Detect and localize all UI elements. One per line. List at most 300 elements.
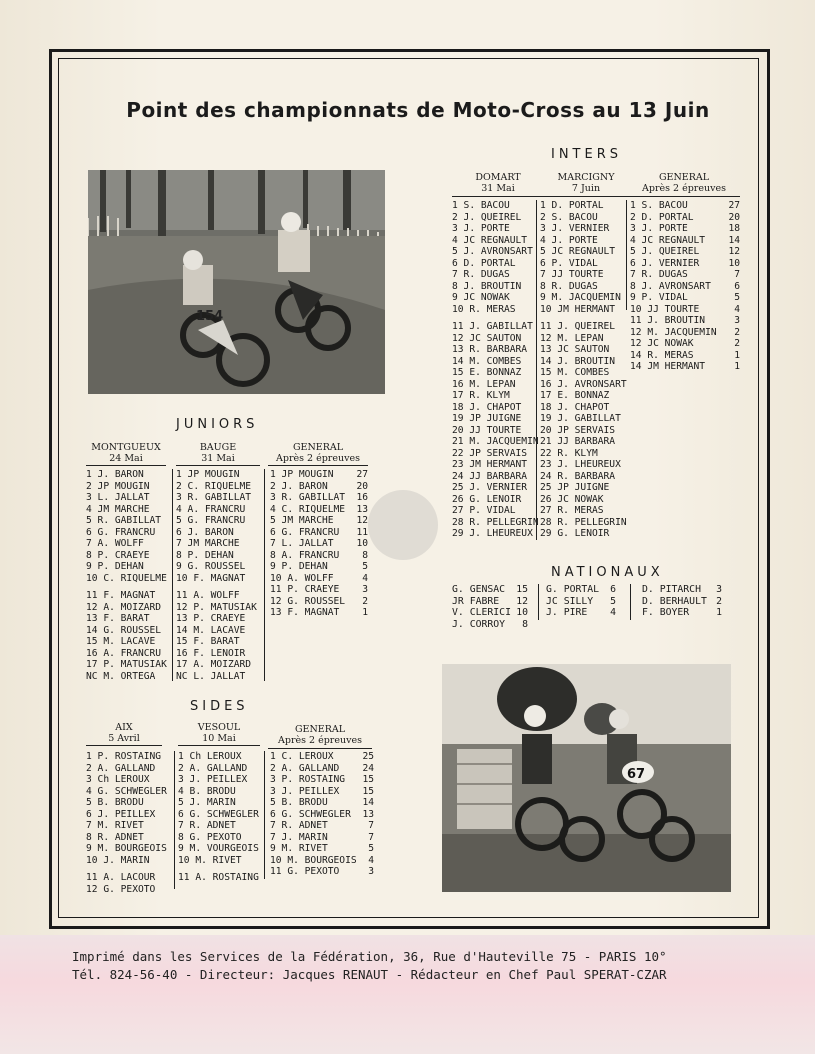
points: 27 (356, 469, 368, 480)
ranking-row: 11 F. MAGNAT (86, 590, 156, 601)
points: 1 (716, 607, 722, 618)
ranking-row (642, 596, 722, 608)
rider-name: 5 B. BRODU (270, 797, 328, 808)
nationaux-column-2 (546, 584, 616, 619)
rider-name: J. PIRE (546, 607, 588, 618)
points: 3 (368, 866, 374, 877)
ranking-row (630, 304, 740, 316)
ranking-row: 12 G. PEXOTO (86, 883, 156, 895)
points: 14 (728, 234, 740, 246)
ranking-row: 9 M. JACQUEMIN (540, 292, 621, 303)
ranking-row: 3 L. JALLAT (86, 492, 150, 503)
inters-general-list (630, 200, 740, 373)
points: 16 (356, 492, 368, 503)
column-divider (626, 200, 627, 310)
column-divider (630, 584, 631, 620)
ranking-row: 5 J. MARIN (178, 797, 236, 808)
ranking-row (630, 361, 740, 373)
ranking-row: 10 J. MARIN (86, 854, 150, 866)
event-name: VESOUL (197, 722, 241, 733)
ranking-row: NC L. JALLAT (176, 670, 246, 682)
ranking-row: 8 P. DEHAN (176, 549, 234, 561)
event-name: MONTGUEUX (91, 442, 161, 453)
ranking-row: 18 J. CHAPOT (540, 401, 610, 413)
points: 1 (734, 361, 740, 372)
event-name: GENERAL (292, 442, 344, 453)
ranking-row (270, 550, 368, 562)
points: 2 (362, 595, 368, 607)
ranking-row (270, 843, 374, 855)
points: 25 (362, 751, 374, 762)
ranking-row: 7 R. DUGAS (452, 269, 510, 280)
ranking-row: 11 A. WOLFF (176, 590, 240, 601)
points: 2 (734, 338, 740, 349)
ranking-row: 19 J. GABILLAT (540, 413, 621, 424)
points: 10 (516, 607, 528, 618)
points: 12 (728, 246, 740, 257)
column-divider (172, 469, 173, 681)
ranking-row: 28 R. PELLEGRIN (540, 516, 627, 528)
ranking-row: 9 G. ROUSSEL (176, 561, 246, 572)
ranking-row: 8 R. DUGAS (540, 280, 598, 292)
event-name: DOMART (475, 172, 521, 183)
ranking-row: 12 JC SAUTON (452, 332, 522, 344)
ranking-row: 1 JP MOUGIN (176, 469, 240, 480)
points: 5 (610, 595, 616, 607)
rider-name: 6 G. SCHWEGLER (270, 808, 351, 820)
ranking-row (270, 832, 374, 844)
motocross-photo-top (88, 170, 385, 394)
ranking-row: 28 R. PELLEGRIN (452, 516, 539, 528)
rider-name: JR FABRE (452, 595, 500, 607)
rider-name: 11 G. PEXOTO (270, 866, 340, 877)
ranking-row (642, 584, 722, 596)
ranking-row (270, 809, 374, 821)
rider-name: 7 L. JALLAT (270, 538, 334, 549)
points: 2 (734, 326, 740, 338)
inters-general-header (628, 172, 740, 194)
rider-name: G. GENSAC (452, 584, 506, 595)
points: 8 (362, 549, 368, 561)
inters-domart-list (452, 200, 539, 540)
ranking-row: 4 B. BRODU (178, 785, 236, 797)
rider-name: 1 S. BACOU (630, 200, 688, 211)
ranking-row: 6 G. FRANCRU (86, 526, 156, 538)
rider-name: D. BERHAULT (642, 595, 707, 607)
rider-name: 11 J. BROUTIN (630, 315, 706, 326)
ranking-row: 7 M. RIVET (86, 820, 144, 831)
rider-name: 7 R. ADNET (270, 820, 328, 831)
juniors-bauge-list (176, 469, 257, 682)
ranking-row: 10 M. RIVET (178, 854, 242, 866)
rider-name: 10 JJ TOURTE (630, 303, 700, 315)
ranking-row (630, 281, 740, 293)
points: 27 (728, 200, 740, 211)
rider-name: 3 P. ROSTAING (270, 774, 346, 785)
ranking-row (270, 573, 368, 585)
rider-name: 3 J. PEILLEX (270, 785, 340, 797)
ranking-row (270, 469, 368, 481)
points: 15 (516, 584, 528, 595)
event-date: 31 Mai (201, 453, 235, 464)
ranking-row: 11 A. LACOUR (86, 872, 156, 883)
ranking-row (630, 235, 740, 247)
ranking-row: 14 G. ROUSSEL (86, 624, 162, 636)
rider-name: 13 F. MAGNAT (270, 607, 340, 618)
ranking-row (270, 504, 368, 516)
ranking-row: 15 M. COMBES (540, 367, 610, 378)
ranking-row: 2 J. QUEIREL (452, 211, 522, 223)
ranking-row: 12 M. LEPAN (540, 332, 604, 344)
points: 4 (734, 303, 740, 315)
ranking-row: 6 G. SCHWEGLER (178, 808, 259, 820)
ranking-row (270, 481, 368, 493)
ranking-row (270, 774, 374, 786)
event-name: GENERAL (294, 724, 346, 735)
photo-bottom-illustration (442, 664, 731, 892)
ranking-row (270, 561, 368, 573)
rider-name: G. PORTAL (546, 584, 600, 595)
ranking-row: 15 F. BARAT (176, 636, 240, 647)
section-inters: INTERS (551, 147, 622, 162)
ranking-row: 8 R. ADNET (86, 831, 144, 843)
points: 3 (716, 584, 722, 595)
points: 24 (362, 762, 374, 774)
sides-vesoul-list (178, 751, 259, 884)
section-juniors: JUNIORS (176, 417, 259, 432)
event-name: BAUGE (199, 442, 237, 453)
ranking-row: 3 J. PORTE (452, 223, 510, 234)
ranking-row (630, 338, 740, 350)
motocross-photo-bottom (442, 664, 731, 892)
ranking-row (270, 763, 374, 775)
rider-name: 9 P. DEHAN (270, 561, 328, 572)
ranking-row: 25 J. VERNIER (452, 482, 528, 493)
nationaux-column-1 (452, 584, 528, 630)
ranking-row: 1 J. BARON (86, 469, 144, 480)
ranking-row (270, 751, 374, 763)
ranking-row (630, 292, 740, 304)
points: 13 (356, 503, 368, 515)
ranking-row (452, 596, 528, 608)
event-date: 10 Mai (202, 733, 236, 744)
watermark-stamp (368, 490, 438, 560)
points: 20 (356, 480, 368, 492)
ranking-row: 29 J. LHEUREUX (452, 528, 533, 539)
ranking-row: 3 R. GABILLAT (176, 492, 252, 503)
ranking-row: 24 JJ BARBARA (452, 470, 528, 482)
points: 4 (610, 607, 616, 618)
ranking-row: 16 F. LENOIR (176, 647, 246, 659)
ranking-row: 9 M. BOURGEOIS (86, 843, 167, 854)
ranking-row: 7 A. WOLFF (86, 538, 144, 549)
ranking-row (270, 607, 368, 619)
ranking-row: 27 P. VIDAL (452, 505, 516, 516)
rider-name: 12 M. JACQUEMIN (630, 326, 717, 338)
rider-name: 3 J. PORTE (630, 223, 688, 234)
event-date: Après 2 épreuves (278, 735, 362, 746)
ranking-row: NC M. ORTEGA (86, 670, 156, 682)
ranking-row (630, 200, 740, 212)
footer-contact-line: Tél. 824-56-40 - Directeur: Jacques RENAUT - Rédacteur en Chef Paul SPERAT-CZAR (72, 967, 667, 982)
column-divider (264, 469, 265, 681)
points: 12 (356, 515, 368, 526)
points: 5 (362, 561, 368, 572)
nationaux-column-3 (642, 584, 722, 619)
rider-name: 9 P. VIDAL (630, 292, 688, 303)
rider-name: JC SILLY (546, 595, 594, 607)
ranking-row (452, 584, 528, 596)
ranking-row: 15 M. LACAVE (86, 636, 156, 647)
divider (178, 745, 260, 746)
ranking-row: 8 P. CRAEYE (86, 549, 150, 561)
ranking-row: 26 JC NOWAK (540, 493, 604, 505)
rider-name: F. BOYER (642, 607, 690, 618)
footer-printer-line: Imprimé dans les Services de la Fédération, 36, Rue d'Hauteville 75 - PARIS 10° (72, 949, 667, 964)
points: 7 (734, 269, 740, 280)
ranking-row: 19 JP JUIGNE (452, 413, 522, 424)
rider-name: J. CORROY (452, 618, 506, 630)
divider (86, 745, 162, 746)
ranking-row (270, 866, 374, 878)
ranking-row (642, 607, 722, 619)
points: 3 (734, 315, 740, 326)
sides-general-list (270, 751, 374, 878)
points: 3 (362, 584, 368, 595)
ranking-row (630, 315, 740, 327)
points: 15 (362, 774, 374, 785)
ranking-row: 27 R. MERAS (540, 505, 604, 516)
event-date: Après 2 épreuves (276, 453, 360, 464)
rider-name: 2 A. GALLAND (270, 762, 340, 774)
points: 5 (368, 843, 374, 854)
ranking-row (270, 527, 368, 539)
ranking-row: 2 A. GALLAND (178, 762, 248, 774)
points: 11 (356, 526, 368, 538)
ranking-row: 6 P. VIDAL (540, 257, 598, 269)
ranking-row: 8 G. PEXOTO (178, 831, 242, 843)
ranking-row (270, 584, 368, 596)
ranking-row: 4 G. SCHWEGLER (86, 785, 167, 797)
ranking-row: 6 J. PEILLEX (86, 808, 156, 820)
ranking-row: 4 JM MARCHE (86, 503, 150, 515)
ranking-row: 13 P. CRAEYE (176, 613, 246, 624)
rider-name: 7 J. MARIN (270, 831, 328, 843)
ranking-row: 3 Ch LEROUX (86, 774, 150, 785)
ranking-row: 6 J. BARON (176, 526, 234, 538)
ranking-row: 2 C. RIQUELME (176, 480, 252, 492)
ranking-row: 9 JC NOWAK (452, 292, 510, 303)
event-date: 24 Mai (109, 453, 143, 464)
points: 15 (362, 785, 374, 797)
ranking-row: 8 J. BROUTIN (452, 280, 522, 292)
ranking-row: 5 J. AVRONSART (452, 246, 533, 257)
rider-name: 14 JM HERMANT (630, 361, 706, 372)
ranking-row: 4 J. PORTE (540, 234, 598, 246)
rider-name: 7 R. DUGAS (630, 269, 688, 280)
juniors-general-header (268, 442, 368, 464)
ranking-row: 5 G. FRANCRU (176, 515, 246, 526)
points: 4 (368, 854, 374, 866)
rider-name: 5 J. QUEIREL (630, 246, 700, 257)
inters-domart-header (452, 172, 544, 194)
ranking-row: 3 J. VERNIER (540, 223, 610, 234)
points: 7 (368, 831, 374, 843)
ranking-row: 5 JC REGNAULT (540, 246, 616, 257)
event-name: MARCIGNY (557, 172, 615, 183)
points: 1 (734, 349, 740, 361)
rider-name: 5 JM MARCHE (270, 515, 334, 526)
divider (86, 465, 166, 466)
ranking-row (546, 596, 616, 608)
ranking-row: 4 JC REGNAULT (452, 234, 528, 246)
points: 13 (362, 808, 374, 820)
ranking-row: 14 M. COMBES (452, 355, 522, 367)
inters-marcigny-list (540, 200, 627, 540)
rider-name: 12 JC NOWAK (630, 338, 694, 349)
rider-name: 9 M. RIVET (270, 843, 328, 854)
ranking-row: 11 A. ROSTAING (178, 872, 259, 883)
column-divider (536, 200, 537, 540)
ranking-row: 10 F. MAGNAT (176, 572, 246, 584)
ranking-row: 3 J. PEILLEX (178, 774, 248, 785)
ranking-row: 1 Ch LEROUX (178, 751, 242, 762)
ranking-row (546, 584, 616, 596)
ranking-row: 5 B. BRODU (86, 797, 144, 808)
ranking-row: 20 JJ TOURTE (452, 424, 522, 436)
event-name: AIX (115, 722, 133, 733)
ranking-row: 21 M. JACQUEMIN (452, 436, 539, 447)
event-date: 31 Mai (481, 183, 515, 194)
ranking-row: 29 G. LENOIR (540, 528, 610, 539)
ranking-row: 22 JP SERVAIS (452, 447, 528, 459)
ranking-row (270, 492, 368, 504)
ranking-row: 7 R. ADNET (178, 820, 236, 831)
ranking-row: 22 R. KLYM (540, 447, 598, 459)
event-date: Après 2 épreuves (642, 183, 726, 194)
points: 10 (728, 257, 740, 269)
juniors-bauge-header (176, 442, 260, 464)
points: 14 (362, 797, 374, 808)
ranking-row: 10 R. MERAS (452, 303, 516, 315)
ranking-row: 10 JM HERMANT (540, 303, 616, 315)
ranking-row: 14 M. LACAVE (176, 624, 246, 636)
rider-name: D. PITARCH (642, 584, 701, 595)
ranking-row: 21 JJ BARBARA (540, 436, 616, 447)
ranking-row (630, 350, 740, 362)
ranking-row (630, 223, 740, 235)
column-divider (174, 751, 175, 889)
points: 18 (728, 223, 740, 234)
points: 10 (356, 538, 368, 549)
points: 6 (610, 584, 616, 595)
section-nationaux: NATIONAUX (551, 565, 664, 580)
ranking-row: 10 C. RIQUELME (86, 572, 167, 584)
rider-name: 8 J. AVRONSART (630, 280, 711, 292)
ranking-row (630, 212, 740, 224)
divider (268, 465, 368, 466)
rider-name: 3 R. GABILLAT (270, 492, 346, 503)
ranking-row: 7 JJ TOURTE (540, 269, 604, 280)
ranking-row (630, 269, 740, 281)
ranking-row: 24 R. BARBARA (540, 470, 616, 482)
points: 6 (734, 280, 740, 292)
rider-name: 2 D. PORTAL (630, 211, 694, 223)
divider (628, 196, 740, 197)
event-date: 5 Avril (108, 733, 140, 744)
ranking-row: 1 S. BACOU (452, 200, 510, 211)
divider (540, 196, 632, 197)
sides-general-header (268, 724, 372, 746)
ranking-row: 1 D. PORTAL (540, 200, 604, 211)
ranking-row: 23 J. LHEUREUX (540, 459, 621, 470)
rider-name: 6 G. FRANCRU (270, 526, 340, 538)
ranking-row (452, 607, 528, 619)
ranking-row: 6 D. PORTAL (452, 257, 516, 269)
juniors-montgueux-list (86, 469, 167, 682)
points: 7 (368, 820, 374, 831)
ranking-row: 23 JM HERMANT (452, 459, 528, 470)
ranking-row (270, 538, 368, 550)
ranking-row (270, 820, 374, 832)
ranking-row: 2 A. GALLAND (86, 762, 156, 774)
points: 4 (362, 572, 368, 584)
event-name: GENERAL (658, 172, 710, 183)
svg-text:154: 154 (196, 309, 224, 324)
ranking-row (546, 607, 616, 619)
ranking-row: 14 J. BROUTIN (540, 355, 616, 367)
rider-name: 14 R. MERAS (630, 349, 694, 361)
ranking-row (270, 797, 374, 809)
ranking-row (270, 855, 374, 867)
ranking-row: 13 JC SAUTON (540, 344, 610, 355)
ranking-row (270, 786, 374, 798)
ranking-row: 17 A. MOIZARD (176, 659, 252, 670)
inters-marcigny-header (540, 172, 632, 194)
rider-name: 10 M. BOURGEOIS (270, 854, 357, 866)
points: 12 (516, 595, 528, 607)
sides-vesoul-header (178, 722, 260, 744)
ranking-row: 17 E. BONNAZ (540, 390, 610, 401)
ranking-row: 20 JP SERVAIS (540, 424, 616, 436)
ranking-row: 26 G. LENOIR (452, 493, 522, 505)
rider-name: 12 G. ROUSSEL (270, 595, 346, 607)
rider-name: 11 P. CRAEYE (270, 584, 340, 595)
rider-name: 4 C. RIQUELME (270, 503, 346, 515)
rider-name: 6 J. VERNIER (630, 257, 700, 269)
ranking-row: 2 S. BACOU (540, 211, 598, 223)
ranking-row (630, 258, 740, 270)
ranking-row: 15 E. BONNAZ (452, 367, 522, 378)
rider-name: 2 J. BARON (270, 480, 328, 492)
photo-top-illustration (88, 170, 385, 394)
ranking-row: 17 R. KLYM (452, 390, 510, 401)
ranking-row: 12 A. MOIZARD (86, 601, 162, 613)
ranking-row: 7 JM MARCHE (176, 538, 240, 549)
footer-band (0, 935, 815, 1054)
divider (176, 465, 260, 466)
ranking-row: 13 F. BARAT (86, 613, 150, 624)
event-date: 7 Juin (571, 183, 601, 194)
rider-name: 8 A. FRANCRU (270, 549, 340, 561)
column-divider (264, 751, 265, 879)
divider (268, 748, 372, 749)
ranking-row: 16 J. AVRONSART (540, 378, 627, 390)
ranking-row: 9 M. VOURGEOIS (178, 843, 259, 854)
svg-text:67: 67 (627, 767, 646, 782)
ranking-row: 11 J. QUEIREL (540, 321, 616, 332)
juniors-general-list (270, 469, 368, 619)
